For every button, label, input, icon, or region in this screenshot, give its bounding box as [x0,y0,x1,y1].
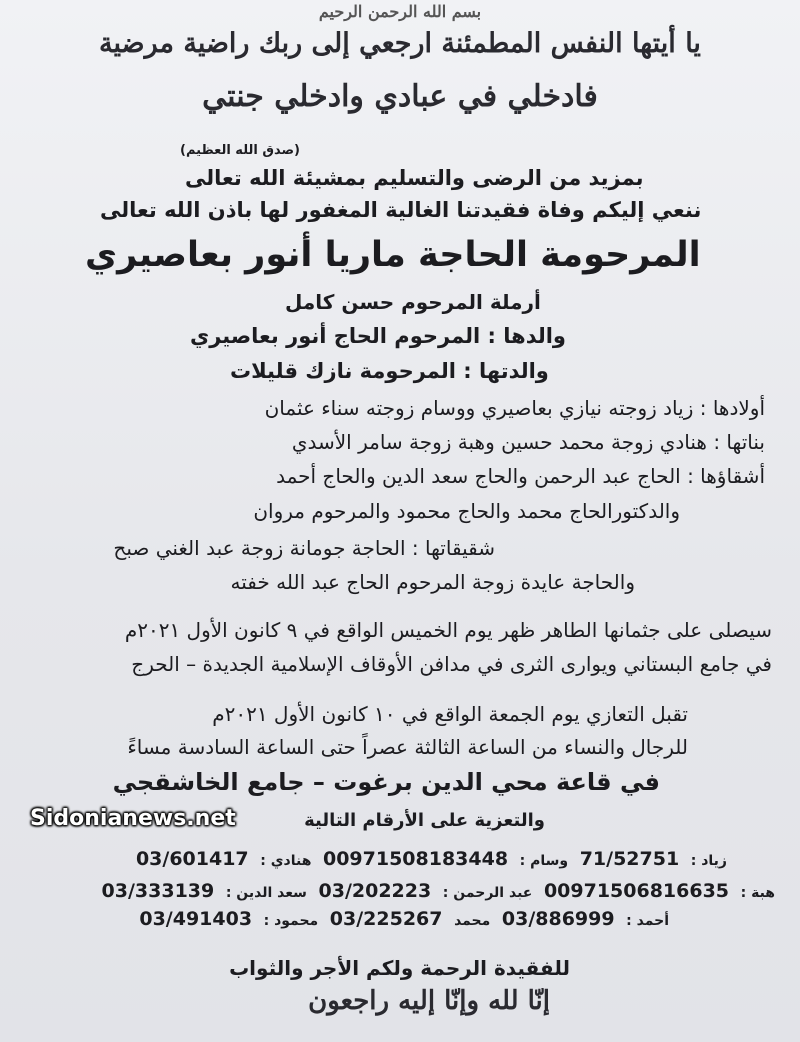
contact-label: عبد الرحمن : [442,885,533,901]
contact-number: 03/202223 [318,880,432,902]
contact-label: سعد الدين : [225,885,307,901]
closing-line-1: للفقيدة الرحمة ولكم الأجر والثواب [229,956,570,980]
contact-number: 03/225267 [329,908,443,930]
intro-line-2: ننعي إليكم وفاة فقيدتنا الغالية المغفور لها باذن الله تعالى [100,198,702,222]
contact-number: 00971508183448 [322,848,509,870]
contact-number: 03/333139 [101,880,215,902]
mother-line: والدتها : المرحومة نازك قليلات [230,359,549,383]
contact-number: 71/52751 [579,848,680,870]
sisters-line-1: شقيقاتها : الحاجة جومانة زوجة عبد الغني صبح [113,536,495,560]
contact-label: وسام : [519,853,569,869]
contact-label: محمد [454,913,491,929]
closing-line-2: إنّا لله وإنّا إليه راجعون [308,986,550,1016]
contact-row [99,880,778,902]
condolence-line-2: للرجال والنساء من الساعة الثالثة عصراً حتى الساعة السادسة مساءً [127,735,688,759]
phones-intro: والتعزية على الأرقام التالية [304,810,545,831]
verse-line-1: يا أيتها النفس المطمئنة ارجعي إلى ربك راضية مرضية [99,28,701,59]
brothers-line-1: أشقاؤها : الحاج عبد الرحمن والحاج سعد الدين والحاج أحمد [276,464,765,488]
daughters-line: بناتها : هنادي زوجة محمد حسين وهبة زوجة سامر الأسدي [291,430,765,454]
intro-line-1: بمزيد من الرضى والتسليم بمشيئة الله تعالى [185,166,644,190]
condolence-line-1: تقبل التعازي يوم الجمعة الواقع في ١٠ كانون الأول ٢٠٢١م [212,702,688,726]
basmala: بسم الله الرحمن الرحيم [318,2,482,21]
contact-number: 03/491403 [139,908,253,930]
contact-label: أحمد : [626,913,669,929]
sisters-line-2: والحاجة عايدة زوجة المرحوم الحاج عبد الله خفته [230,570,635,594]
contact-row [133,848,730,870]
father-line: والدها : المرحوم الحاج أنور بعاصيري [190,324,566,348]
verse-closing: (صدق الله العظيم) [180,143,300,158]
contact-number: 03/601417 [135,848,249,870]
verse-line-2: فادخلي في عبادي وادخلي جنتي [202,79,598,114]
condolence-venue: في قاعة محي الدين برغوت – جامع الخاشقجي [112,768,660,796]
sons-line: أولادها : زياد زوجته نيازي بعاصيري ووسام زوجته سناء عثمان [264,396,765,420]
contact-row [136,908,672,930]
funeral-line-2: في جامع البستاني ويوارى الثرى في مدافن الأوقاف الإسلامية الجديدة – الحرج [131,652,772,676]
site-watermark: Sidonianews.net [30,806,236,831]
deceased-name: المرحومة الحاجة ماريا أنور بعاصيري [85,235,701,275]
contact-label: محمود : [263,913,319,929]
contact-number: 03/886999 [501,908,615,930]
funeral-line-1: سيصلى على جثمانها الطاهر ظهر يوم الخميس الواقع في ٩ كانون الأول ٢٠٢١م [124,618,772,642]
contact-number: 00971506816635 [543,880,730,902]
brothers-line-2: والدكتورالحاج محمد والحاج محمود والمرحوم مروان [253,499,680,523]
widow-of: أرملة المرحوم حسن كامل [285,290,541,314]
contact-label: زياد : [690,853,727,869]
contact-label: هبة : [740,885,775,901]
contact-label: هنادي : [260,853,312,869]
